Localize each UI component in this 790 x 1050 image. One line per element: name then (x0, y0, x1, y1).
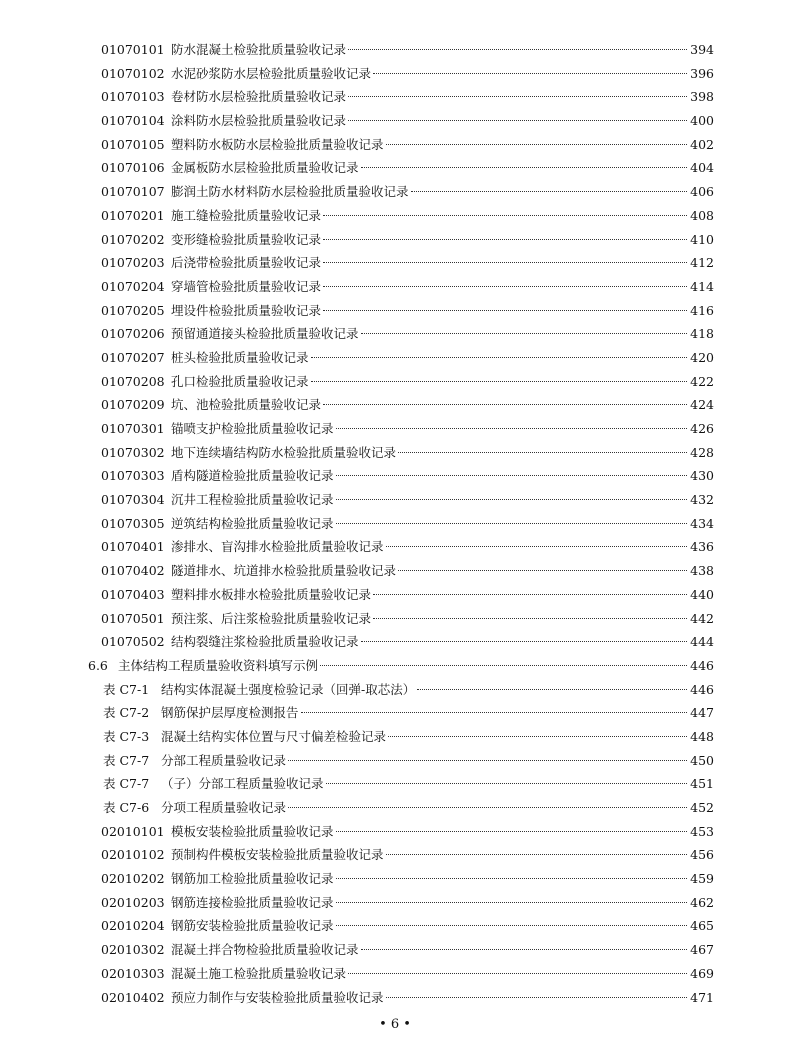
toc-entry-line (171, 891, 714, 915)
toc-entry[interactable] (0, 62, 790, 86)
toc-entry-title: 混凝土施工检验批质量验收记录 (171, 965, 347, 981)
toc-entry-line (171, 393, 714, 417)
toc-entry-title: 水泥砂浆防水层检验批质量验收记录 (171, 65, 372, 81)
toc-entry-code: 01070305 (101, 515, 165, 531)
toc-entry-title: 施工缝检验批质量验收记录 (171, 207, 322, 223)
toc-entry-code: 02010402 (101, 989, 165, 1005)
toc-entry[interactable] (0, 85, 790, 109)
toc-entry-line (171, 62, 714, 86)
toc-entry-line (171, 914, 714, 938)
toc-entry-code: 01070304 (101, 492, 165, 508)
toc-entry-code: 01070301 (101, 421, 165, 436)
toc-entry[interactable] (0, 464, 790, 488)
toc-entry-title: 涂料防水层检验批质量验收记录 (171, 113, 347, 129)
toc-entry-line (171, 417, 714, 441)
toc-entry-code: 01070401 (101, 539, 165, 555)
toc-entry-line (171, 488, 714, 512)
dot-leader (373, 618, 687, 619)
toc-entry-page: 432 (690, 492, 714, 508)
dot-leader (417, 689, 687, 690)
toc-entry-line (171, 607, 714, 631)
toc-entry[interactable] (0, 607, 790, 631)
toc-entry-code: 01070203 (101, 255, 165, 271)
dot-leader (348, 120, 687, 121)
toc-entry[interactable] (0, 867, 790, 891)
toc-entry-page: 444 (690, 634, 714, 650)
toc-entry-line (171, 133, 714, 157)
toc-entry[interactable] (0, 322, 790, 346)
toc-entry[interactable] (0, 891, 790, 915)
toc-entry-title: 塑料防水板防水层检验批质量验收记录 (171, 136, 384, 152)
toc-entry-line (171, 299, 714, 323)
toc-entry[interactable] (0, 488, 790, 512)
toc-entry-line (161, 701, 714, 725)
toc-entry-code: 01070205 (101, 302, 165, 318)
dot-leader (373, 594, 687, 595)
toc-entry-page: 428 (690, 444, 714, 460)
toc-entry-line (171, 559, 714, 583)
toc-entry-title: 分项工程质量验收记录 (161, 800, 287, 815)
toc-entry-title: 膨润土防水材料防水层检验批质量验收记录 (171, 184, 409, 200)
toc-entry-page: 456 (690, 847, 714, 863)
toc-entry-page: 406 (690, 184, 714, 200)
toc-entry-page: 448 (690, 728, 714, 744)
toc-entry-line (171, 535, 714, 559)
toc-entry-title: 桩头检验批质量验收记录 (171, 349, 309, 365)
toc-entry-code: 表 C7-1 (103, 681, 150, 697)
toc-entry-line (171, 583, 714, 607)
dot-leader (288, 807, 687, 808)
toc-entry-title: 塑料排水板排水检验批质量验收记录 (171, 586, 372, 602)
toc-entry-page: 418 (690, 326, 714, 342)
toc-entry-code: 表 C7-3 (103, 728, 150, 744)
toc-entry-title: 预留通道接头检验批质量验收记录 (171, 326, 359, 342)
toc-entry-page: 422 (690, 373, 714, 389)
toc-entry-title: 混凝土拌合物检验批质量验收记录 (171, 942, 359, 958)
toc-entry-title: 防水混凝土检验批质量验收记录 (171, 42, 347, 57)
toc-entry-code: 02010101 (101, 823, 165, 839)
toc-entry[interactable] (0, 749, 790, 773)
toc-entry-page: 446 (690, 657, 714, 673)
dot-leader (336, 499, 687, 500)
toc-entry-title: 钢筋加工检验批质量验收记录 (171, 871, 334, 887)
toc-entry[interactable] (0, 701, 790, 725)
toc-entry-line (171, 156, 714, 180)
toc-entry-title: 钢筋连接检验批质量验收记录 (171, 894, 334, 910)
toc-entry-title: 逆筑结构检验批质量验收记录 (171, 515, 334, 531)
dot-leader (301, 712, 687, 713)
toc-entry[interactable] (0, 204, 790, 228)
toc-entry[interactable] (0, 843, 790, 867)
toc-entry-page: 420 (690, 349, 714, 365)
toc-entry-title: 变形缝检验批质量验收记录 (171, 231, 322, 247)
dot-leader (398, 570, 687, 571)
dot-leader (411, 191, 687, 192)
toc-entry[interactable] (0, 654, 790, 678)
toc-entry-title: 预应力制作与安装检验批质量验收记录 (171, 989, 384, 1005)
toc-entry-code: 01070201 (101, 207, 165, 223)
dot-leader (386, 144, 687, 145)
toc-entry-title: 锚喷支护检验批质量验收记录 (171, 421, 334, 436)
toc-entry[interactable] (0, 820, 790, 844)
toc-entry-code: 表 C7-7 (103, 752, 150, 768)
toc-entry[interactable] (0, 583, 790, 607)
toc-entry-title: 主体结构工程质量验收资料填写示例 (118, 657, 319, 673)
dot-leader (336, 902, 687, 903)
toc-entry-title: 结构实体混凝土强度检验记录（回弹-取芯法） (161, 681, 416, 697)
dot-leader (336, 428, 687, 429)
toc-entry[interactable] (0, 441, 790, 465)
toc-entry-page: 410 (690, 231, 714, 247)
toc-entry[interactable] (0, 133, 790, 157)
toc-entry[interactable] (0, 938, 790, 962)
toc-entry[interactable] (0, 725, 790, 749)
toc-entry-page: 450 (690, 752, 714, 768)
toc-entry-code: 01070402 (101, 563, 165, 579)
dot-leader (323, 404, 687, 405)
dot-leader (323, 310, 687, 311)
toc-entry[interactable] (0, 772, 790, 796)
toc-entry-title: 渗排水、盲沟排水检验批质量验收记录 (171, 539, 384, 555)
toc-entry-title: 钢筋安装检验批质量验收记录 (171, 918, 334, 934)
toc-entry-code: 02010204 (101, 918, 165, 934)
toc-entry-code: 01070107 (101, 184, 165, 200)
toc-entry-line (161, 749, 714, 773)
toc-entry-line (161, 678, 714, 702)
toc-entry-page: 430 (690, 468, 714, 484)
toc-entry-page: 396 (690, 65, 714, 81)
toc-entry-page: 465 (690, 918, 714, 934)
toc-entry[interactable] (0, 559, 790, 583)
dot-leader (373, 73, 687, 74)
toc-entry[interactable] (0, 796, 790, 820)
toc-entry-line (171, 441, 714, 465)
toc-entry-code: 01070202 (101, 231, 165, 247)
toc-entry-title: 预制构件模板安装检验批质量验收记录 (171, 847, 384, 863)
toc-entry-code: 01070501 (101, 610, 165, 626)
page-number: • 6 • (379, 1017, 411, 1032)
toc-entry[interactable] (0, 630, 790, 654)
toc-entry-code: 01070103 (101, 89, 165, 105)
dot-leader (361, 641, 687, 642)
dot-leader (336, 878, 687, 879)
toc-entry-title: 沉井工程检验批质量验收记录 (171, 492, 334, 508)
toc-entry[interactable] (0, 228, 790, 252)
dot-leader (336, 831, 687, 832)
toc-entry-line (171, 370, 714, 394)
toc-entry-page: 412 (690, 255, 714, 271)
toc-entry-line (161, 725, 714, 749)
toc-entry-title: 盾构隧道检验批质量验收记录 (171, 468, 334, 484)
dot-leader (326, 783, 687, 784)
toc-entry[interactable] (0, 299, 790, 323)
toc-entry-page: 416 (690, 302, 714, 318)
dot-leader (348, 49, 687, 50)
toc-entry[interactable] (0, 275, 790, 299)
toc-entry-page: 451 (690, 776, 714, 792)
toc-entry-title: 钢筋保护层厚度检测报告 (161, 705, 299, 721)
dot-leader (323, 262, 687, 263)
toc-entry-line (171, 630, 714, 654)
toc-entry-page: 426 (690, 421, 714, 436)
toc-entry-title: 地下连续墙结构防水检验批质量验收记录 (171, 444, 397, 460)
toc-entry-code: 01070104 (101, 113, 165, 129)
toc-entry-code: 01070303 (101, 468, 165, 484)
toc-entry-line (171, 228, 714, 252)
toc-entry[interactable] (0, 512, 790, 536)
dot-leader (320, 665, 687, 666)
toc-entry-line (171, 820, 714, 844)
toc-entry-page: 436 (690, 539, 714, 555)
toc-entry-page: 467 (690, 942, 714, 958)
toc-entry[interactable] (0, 251, 790, 275)
toc-entry[interactable] (0, 38, 790, 62)
toc-entry-line (171, 109, 714, 133)
toc-entry-title: 孔口检验批质量验收记录 (171, 373, 309, 389)
toc-entry[interactable] (0, 535, 790, 559)
dot-leader (386, 546, 687, 547)
toc-entry-page: 440 (690, 586, 714, 602)
toc-entry-code: 01070302 (101, 444, 165, 460)
toc-entry-line (171, 85, 714, 109)
toc-entry-title: 预注浆、后注浆检验批质量验收记录 (171, 610, 372, 626)
toc-entry-title: 结构裂缝注浆检验批质量验收记录 (171, 634, 359, 650)
toc-entry-title: 隧道排水、坑道排水检验批质量验收记录 (171, 563, 397, 579)
toc-entry[interactable] (0, 986, 790, 1010)
dot-leader (323, 286, 687, 287)
toc-entry-title: 坑、池检验批质量验收记录 (171, 397, 322, 413)
toc-entry-title: 后浇带检验批质量验收记录 (171, 255, 322, 271)
toc-entry-code: 01070204 (101, 278, 165, 294)
toc-entry[interactable] (0, 678, 790, 702)
toc-entry-page: 434 (690, 515, 714, 531)
toc-entry-page: 404 (690, 160, 714, 176)
toc-entry-page: 469 (690, 965, 714, 981)
toc-entry-page: 471 (690, 989, 714, 1005)
toc-entry-code: 01070105 (101, 136, 165, 152)
toc-entry-page: 414 (690, 278, 714, 294)
toc-entry-page: 442 (690, 610, 714, 626)
toc-entry-code: 02010302 (101, 942, 165, 958)
toc-entry[interactable] (0, 346, 790, 370)
dot-leader (336, 925, 687, 926)
dot-leader (388, 736, 687, 737)
toc-entry-code: 01070102 (101, 65, 165, 81)
toc-entry-line (171, 938, 714, 962)
toc-entry-line (171, 986, 714, 1010)
toc-entry-page: 447 (690, 705, 714, 721)
toc-entry[interactable] (0, 180, 790, 204)
toc-entry-page: 408 (690, 207, 714, 223)
toc-entry-line (171, 180, 714, 204)
toc-entry-page: 398 (690, 89, 714, 105)
dot-leader (348, 96, 687, 97)
toc-entry-title: 金属板防水层检验批质量验收记录 (171, 160, 359, 176)
toc-entry-code: 表 C7-7 (103, 776, 150, 792)
toc-entry[interactable] (0, 370, 790, 394)
toc-entry-line (171, 251, 714, 275)
toc-entry[interactable] (0, 914, 790, 938)
toc-entry-title: 模板安装检验批质量验收记录 (171, 823, 334, 839)
toc-entry-page: 438 (690, 563, 714, 579)
dot-leader (336, 475, 687, 476)
dot-leader (361, 167, 687, 168)
toc-entry-line (171, 464, 714, 488)
dot-leader (348, 973, 687, 974)
toc-entry-code: 01070101 (101, 42, 165, 57)
toc-entry-page: 424 (690, 397, 714, 413)
dot-leader (336, 523, 687, 524)
toc-entry-title: 分部工程质量验收记录 (161, 752, 287, 768)
toc-entry-code: 表 C7-2 (103, 705, 150, 721)
toc-entry-line (171, 322, 714, 346)
toc-entry-line (171, 275, 714, 299)
dot-leader (386, 854, 687, 855)
dot-leader (386, 997, 687, 998)
dot-leader (311, 381, 687, 382)
toc-entry-title: 埋设件检验批质量验收记录 (171, 302, 322, 318)
toc-entry-page: 446 (690, 681, 714, 697)
toc-entry-line (161, 772, 714, 796)
toc-entry-code: 01070106 (101, 160, 165, 176)
dot-leader (288, 760, 687, 761)
toc-entry-code: 02010202 (101, 871, 165, 887)
toc-entry-title: （子）分部工程质量验收记录 (161, 776, 324, 792)
dot-leader (323, 215, 687, 216)
dot-leader (361, 333, 687, 334)
toc-entry[interactable] (0, 156, 790, 180)
dot-leader (311, 357, 687, 358)
dot-leader (323, 239, 687, 240)
toc-entry-code: 01070208 (101, 373, 165, 389)
toc-entry-page: 394 (690, 42, 714, 57)
toc-entry-code: 01070206 (101, 326, 165, 342)
toc-entry-line (118, 654, 714, 678)
toc-entry-line (171, 962, 714, 986)
toc-entry-code: 表 C7-6 (103, 800, 150, 815)
toc-entry-page: 402 (690, 136, 714, 152)
table-of-contents (0, 38, 790, 1009)
toc-entry[interactable] (0, 962, 790, 986)
toc-entry-title: 卷材防水层检验批质量验收记录 (171, 89, 347, 105)
toc-entry-title: 穿墙管检验批质量验收记录 (171, 278, 322, 294)
toc-entry-line (171, 867, 714, 891)
toc-entry-code: 02010303 (101, 965, 165, 981)
toc-entry-code: 01070209 (101, 397, 165, 413)
toc-entry-code: 01070207 (101, 349, 165, 365)
toc-entry-page: 462 (690, 894, 714, 910)
toc-entry-line (171, 346, 714, 370)
toc-entry-code: 02010203 (101, 894, 165, 910)
toc-entry[interactable] (0, 109, 790, 133)
toc-entry-code: 01070502 (101, 634, 165, 650)
toc-entry[interactable] (0, 417, 790, 441)
toc-entry-line (161, 796, 714, 820)
toc-entry-page: 459 (690, 871, 714, 887)
toc-entry-line (171, 843, 714, 867)
toc-entry-page: 453 (690, 823, 714, 839)
toc-entry-page: 452 (690, 800, 714, 815)
toc-entry-line (171, 512, 714, 536)
dot-leader (398, 452, 687, 453)
toc-entry-code: 6.6 (88, 657, 108, 673)
toc-entry-code: 02010102 (101, 847, 165, 863)
toc-entry-line (171, 204, 714, 228)
dot-leader (361, 949, 687, 950)
toc-entry-code: 01070403 (101, 586, 165, 602)
toc-entry-line (171, 38, 714, 62)
toc-entry-title: 混凝土结构实体位置与尺寸偏差检验记录 (161, 728, 387, 744)
toc-entry-page: 400 (690, 113, 714, 129)
toc-entry[interactable] (0, 393, 790, 417)
